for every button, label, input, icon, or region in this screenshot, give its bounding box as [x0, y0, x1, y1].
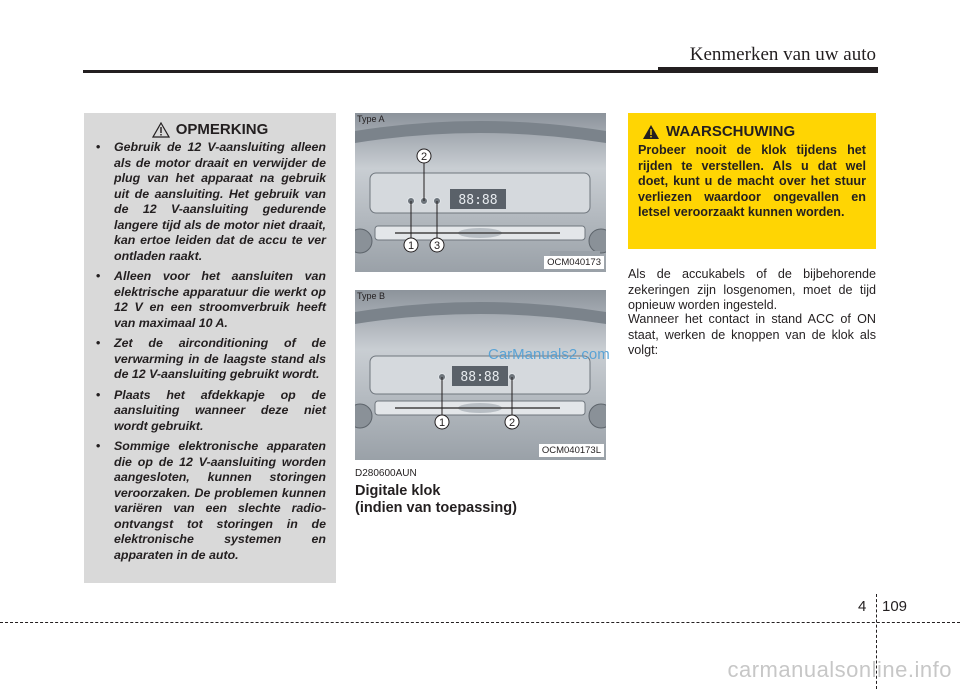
- watermark: CarManuals2.com: [488, 346, 610, 363]
- notice-header: [94, 121, 326, 138]
- paragraph: Wanneer het contact in stand ACC of ON staat, werken de knoppen van de klok als volgt:: [628, 312, 876, 357]
- warning-body: Probeer nooit de klok tijdens het rijden te verstellen. Als u dat wel doet, kunt u de macht over het stuur verliezen waardoor ongevallen en letsel veroorzaakt kunnen worden.: [638, 143, 866, 219]
- warning-triangle-icon: [642, 124, 660, 140]
- notice-item: • Alleen voor het aansluiten van elektrische apparatuur die werkt op 12 V en een stroomverbruik heeft van maximaal 10 A.: [94, 269, 326, 331]
- figure-code: OCM040173: [544, 256, 604, 269]
- radio-panel-a-illustration: [355, 113, 606, 272]
- warning-box: [628, 113, 876, 249]
- page-header-title: Kenmerken van uw auto: [689, 44, 876, 65]
- type-b-label: Type B: [357, 291, 386, 301]
- notice-item: • Plaats het afdekkapje op de aansluiting wanneer deze niet wordt gebruikt.: [94, 388, 326, 435]
- radio-panel-b-illustration: [355, 290, 606, 460]
- section-code: D280600AUN: [355, 468, 417, 479]
- notice-item: • Gebruik de 12 V-aansluiting alleen als de motor draait en verwijder de plug van het apparaat na gebruik uit de aansluiting. Het gebruik van de 12 V-aansluiting gedurende langere tijd als de motor niet draait, kan ertoe leiden dat de accu te ver ontladen raakt.: [94, 140, 326, 264]
- site-footer-watermark: carmanualsonline.info: [727, 657, 952, 682]
- clock-display: 88:88: [458, 193, 498, 208]
- section-title: [355, 483, 517, 517]
- figure-code: OCM040173L: [539, 444, 604, 457]
- section-title-line: Digitale klok: [355, 483, 441, 499]
- footer-rule: [0, 622, 960, 623]
- callout-number: 1: [438, 417, 446, 429]
- figure-type-a: [355, 113, 606, 272]
- callout-number: 2: [420, 151, 428, 163]
- section-title-line: (indien van toepassing): [355, 500, 517, 516]
- callout-number: 2: [508, 417, 516, 429]
- warning-title: WAARSCHUWING: [666, 123, 796, 140]
- header-rule-accent: [658, 67, 878, 72]
- chapter-number: 4: [858, 598, 867, 615]
- notice-item: • Sommige elektronische apparaten die op de 12 V-aansluiting worden aangesloten, kunnen storingen veroorzaken. De problemen kunnen variëren van een slechte radio-ontvangst tot storingen in de elektronische systemen en apparaten in de auto.: [94, 439, 326, 563]
- type-a-label: Type A: [357, 114, 385, 124]
- warning-header: [638, 123, 866, 140]
- callout-number: 3: [433, 240, 441, 252]
- figure-type-b: [355, 290, 606, 460]
- notice-title: OPMERKING: [175, 121, 269, 138]
- notice-item: • Zet de airconditioning of de verwarming in de laagste stand als de 12 V-aansluiting gebruikt wordt.: [94, 336, 326, 383]
- caution-triangle-icon: [152, 122, 170, 138]
- clock-display: 88:88: [460, 370, 500, 385]
- paragraph: Als de accukabels of de bijbehorende zekeringen zijn losgenomen, moet de tijd opnieuw worden ingesteld.: [628, 267, 876, 312]
- callout-number: 1: [407, 240, 415, 252]
- notice-box: [84, 113, 336, 583]
- page-number: 109: [882, 598, 908, 615]
- notice-list: [94, 140, 326, 563]
